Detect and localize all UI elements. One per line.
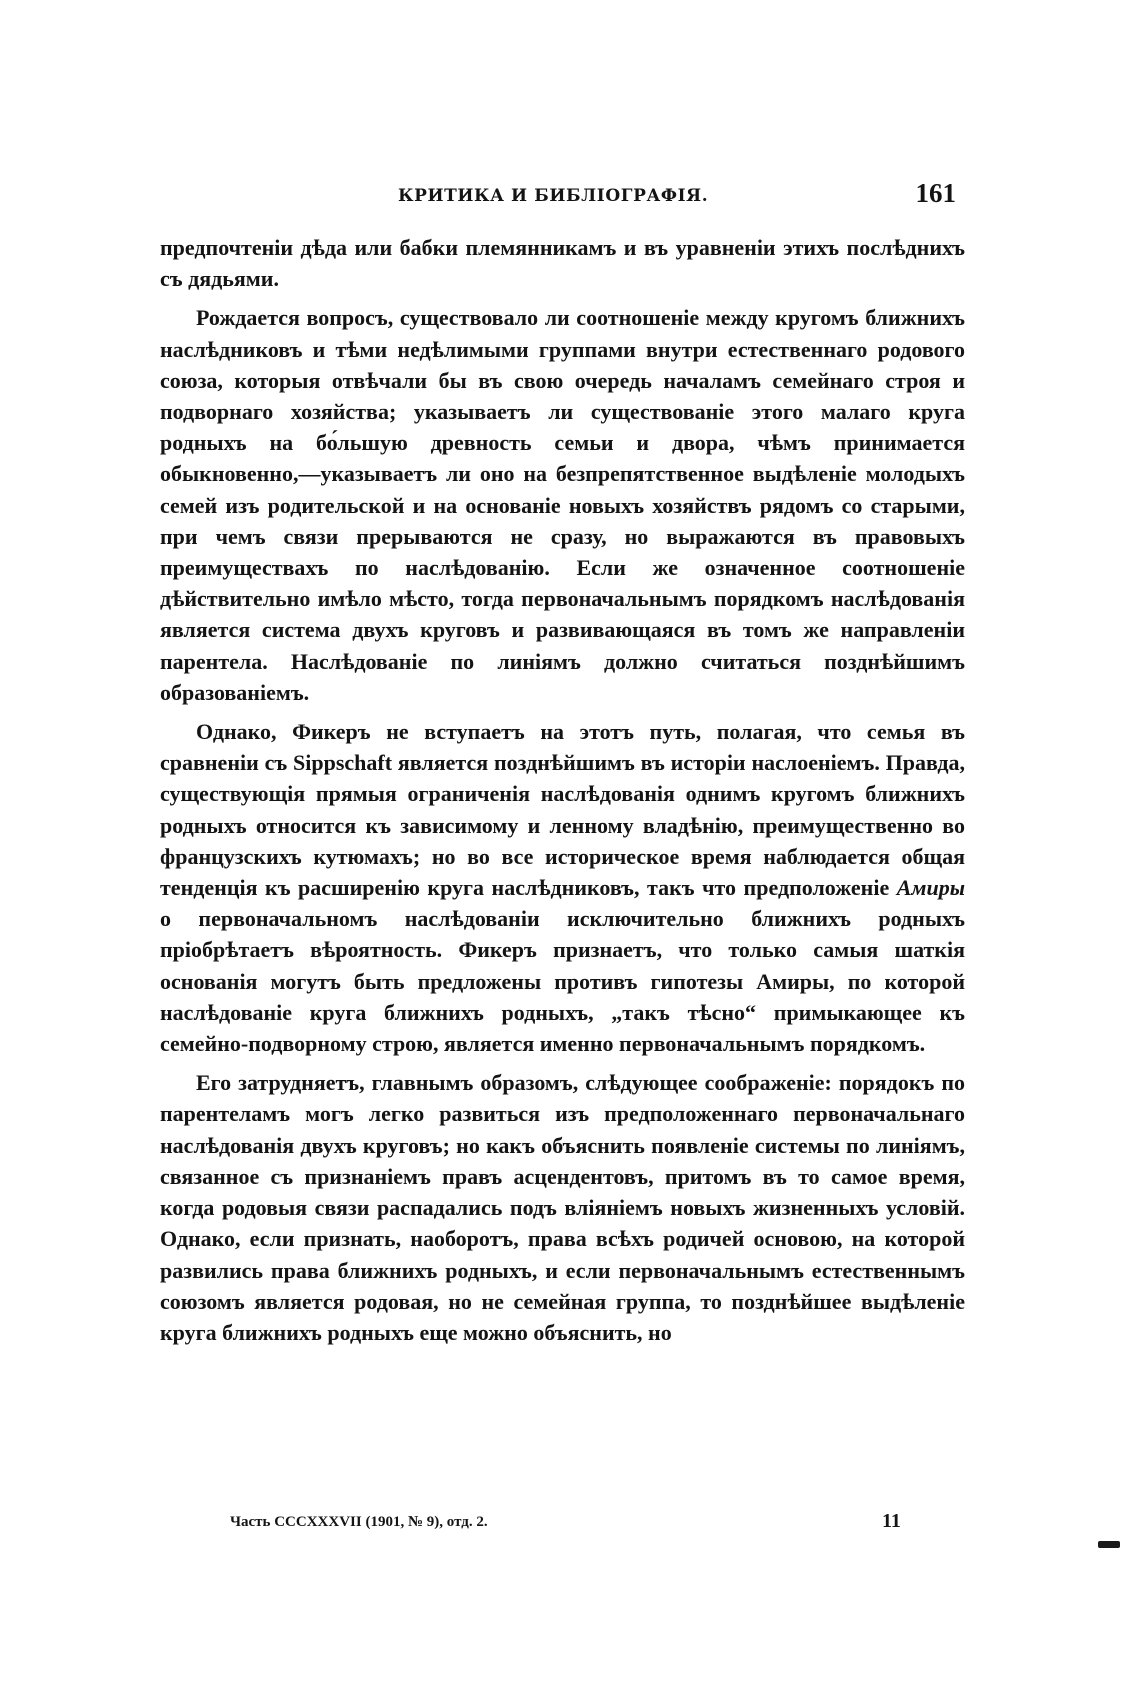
page-footer (230, 1510, 930, 1540)
sheet-number: 11 (882, 1510, 901, 1532)
paragraph-continuation: предпочтеніи дѣда или бабки племянникамъ и въ уравненіи этихъ послѣднихъ съ дядьями. (160, 235, 965, 292)
scan-artifact-mark (1098, 1541, 1120, 1548)
running-title: КРИТИКА И БИБЛІОГРАФІЯ. (398, 186, 709, 206)
paragraph: Рождается вопросъ, существовало ли соотношеніе между кругомъ ближнихъ наслѣдниковъ и тѣми недѣлимыми группами внутри естественнаго родового союза, которыя отвѣчали бы въ свою очередь началамъ семейнаго строя и подворнаго хозяйства; указываетъ ли существованіе этого малаго круга родныхъ на бо́льшую древность семьи и двора, чѣмъ принимается обыкновенно,—указываетъ ли оно на безпрепятственное выдѣленіе молодыхъ семей изъ родительской и на основаніе новыхъ хозяйствъ рядомъ со старыми, при чемъ связи прерываются не сразу, но выражаются въ правовыхъ преимуществахъ по наслѣдованію. Если же означенное соотношеніе дѣйствительно имѣло мѣсто, тогда первоначальнымъ порядкомъ наслѣдованія является система двухъ круговъ и развивающаяся въ томъ же направленіи парентела. Наслѣдованіе по линіямъ должно считаться позднѣйшимъ образованіемъ. (160, 305, 965, 705)
signature-mark: Часть CCCXXXVII (1901, № 9), отд. 2. (230, 1514, 488, 1530)
emphasized-name: Амиры (896, 875, 965, 901)
paragraph (160, 716, 965, 1059)
paragraph-text: о первоначальномъ наслѣдованіи исключительно ближнихъ родныхъ пріобрѣтаетъ вѣроятность. Фикеръ признаетъ, что только самыя шаткія основанія могутъ быть предложены противъ гипотезы Амиры, по которой наслѣдованіе круга ближнихъ родныхъ, „такъ тѣсно“ примыкающее къ семейно-подворному строю, является именно первоначальнымъ порядкомъ. (160, 906, 965, 1057)
page-number: 161 (915, 178, 956, 208)
paragraph-text: Однако, Фикеръ не вступаетъ на этотъ путь, полагая, что семья въ сравненіи съ Sippschaft является позднѣйшимъ въ исторіи наслоеніемъ. Правда, существующія прямыя ограниченія наслѣдованія однимъ кругомъ ближнихъ родныхъ относится къ зависимому и ленному владѣнію, преимущественно во французскихъ кутюмахъ; но во все историческое время наблюдается общая тенденція къ расширенію круга наслѣдниковъ, такъ что предположеніе (160, 719, 965, 901)
paragraph: Его затрудняетъ, главнымъ образомъ, слѣдующее соображеніе: порядокъ по парентеламъ могъ легко развиться изъ предположеннаго первоначальнаго наслѣдованія двухъ круговъ; но какъ объяснить появленіе системы по линіямъ, связанное съ признаніемъ правъ асцендентовъ, притомъ въ то самое время, когда родовыя связи распадались подъ вліяніемъ новыхъ жизненныхъ условій. Однако, если признать, наоборотъ, права всѣхъ родичей основою, на которой развились права ближнихъ родныхъ, и если первоначальнымъ естественнымъ союзомъ является родовая, но не семейная группа, то позднѣйшее выдѣленіе круга ближнихъ родныхъ еще можно объяснить, но (160, 1070, 965, 1345)
body-text (160, 232, 965, 1348)
running-head (160, 178, 960, 214)
